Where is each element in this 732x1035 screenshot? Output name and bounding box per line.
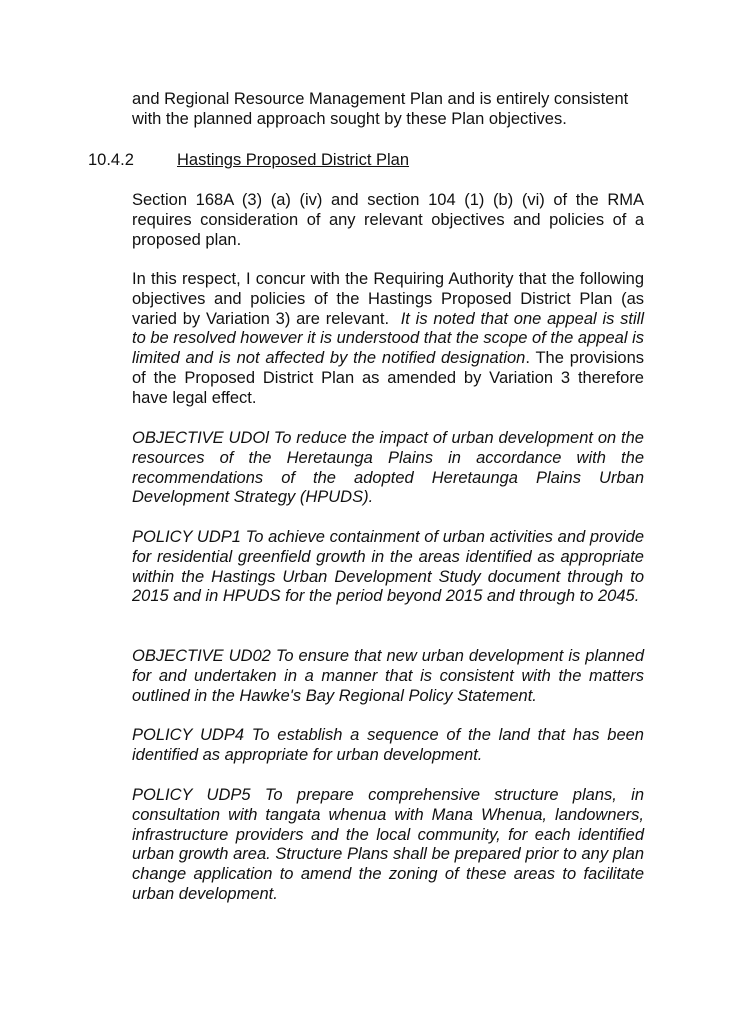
section-title: Hastings Proposed District Plan <box>177 151 410 169</box>
policy-udp1: POLICY UDP1 To achieve containment of urban activities and provide for residential greenfield growth in the areas identified as appropriate within the Hastings Urban Development Study document through to 2015 and in HPUDS for the period beyond 2015 and through to 2045. <box>132 528 644 606</box>
continuation-paragraph <box>132 90 644 130</box>
section-number: 10.4.2 <box>88 151 134 169</box>
concur-text-2: . The provisions of the Proposed District Plan as amended by Variation 3 therefore have legal effect. <box>132 349 644 407</box>
concur-paragraph <box>132 270 644 409</box>
concur-italic-text: It is noted that one appeal is still to be resolved however it is understood that the scope of the appeal is limited and is not affected by the notified designation <box>132 309 645 368</box>
continuation-line-2: with the planned approach sought by these Plan objectives. <box>132 109 567 128</box>
policy-udp5: POLICY UDP5 To prepare comprehensive structure plans, in consultation with tangata whenua with Mana Whenua, landowners, infrastructure providers and the local community, for each identified urban growth area. Structure Plans shall be prepared prior to any plan change application to amend the zoning of these areas to facilitate urban development. <box>132 786 644 903</box>
concur-text-1: In this respect, I concur with the Requiring Authority that the following objectives and policies of the Hastings Proposed District Plan (as varied by Variation 3) are relevant. <box>132 270 644 328</box>
continuation-line-1: and Regional Resource Management Plan and is entirely consistent <box>132 90 629 108</box>
policy-udp4: POLICY UDP4 To establish a sequence of the land that has been identified as appropriate for urban development. <box>132 726 644 764</box>
objective-ud02: OBJECTIVE UD02 To ensure that new urban development is planned for and undertaken in a manner that is consistent with the matters outlined in the Hawke's Bay Regional Policy Statement. <box>132 647 644 705</box>
rma-paragraph: Section 168A (3) (a) (iv) and section 104 (1) (b) (vi) of the RMA requires consideration of any relevant objectives and policies of a proposed plan. <box>132 191 644 249</box>
objective-udo1: OBJECTIVE UDOl To reduce the impact of urban development on the resources of the Heretaunga Plains in accordance with the recommendations of the adopted Heretaunga Plains Urban Development Strategy (HPUDS). <box>132 429 644 507</box>
